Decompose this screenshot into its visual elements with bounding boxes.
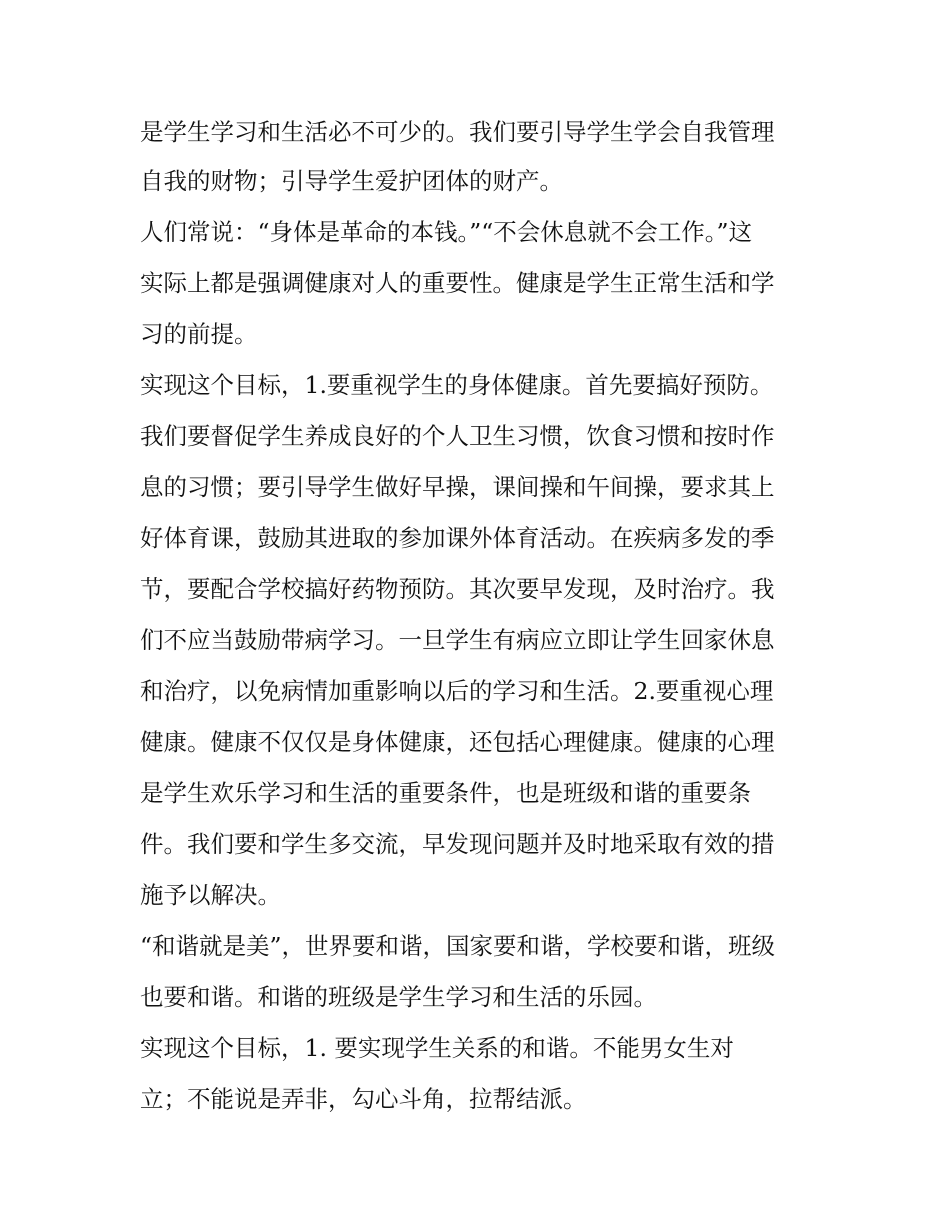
text-line: 实际上都是强调健康对人的重要性。健康是学生正常生活和学: [140, 269, 775, 297]
text-line: 也要和谐。和谐的班级是学生学习和生活的乐园。: [140, 983, 657, 1011]
text-line: “和谐就是美”，世界要和谐，国家要和谐，学校要和谐，班级: [140, 932, 776, 960]
text-line: 件。我们要和学生多交流，早发现问题并及时地采取有效的措: [140, 830, 775, 858]
text-line: 们不应当鼓励带病学习。一旦学生有病应立即让学生回家休息: [140, 626, 775, 654]
text-line: 自我的财物；引导学生爱护团体的财产。: [140, 167, 563, 195]
text-line: 健康。健康不仅仅是身体健康，还包括心理健康。健康的心理: [140, 728, 775, 756]
text-line: 是学生欢乐学习和生活的重要条件，也是班级和谐的重要条: [140, 779, 751, 807]
document-body: [140, 108, 820, 1125]
text-line: 是学生学习和生活必不可少的。我们要引导学生学会自我管理: [140, 118, 775, 146]
text-line: 实现这个目标，1.要重视学生的身体健康。首先要搞好预防。: [140, 371, 774, 399]
text-line: 人们常说：“身体是革命的本钱。”“不会休息就不会工作。”这: [140, 218, 753, 246]
text-line: 习的前提。: [140, 320, 258, 348]
text-line: 节，要配合学校搞好药物预防。其次要早发现，及时治疗。我: [140, 575, 775, 603]
text-line: 施予以解决。: [140, 881, 281, 909]
text-line: 立；不能说是弄非，勾心斗角，拉帮结派。: [140, 1085, 587, 1113]
text-line: 和治疗，以免病情加重影响以后的学习和生活。2.要重视心理: [140, 677, 774, 705]
text-line: 我们要督促学生养成良好的个人卫生习惯，饮食习惯和按时作: [140, 422, 775, 450]
text-line: 实现这个目标，1. 要实现学生关系的和谐。不能男女生对: [140, 1034, 734, 1062]
text-line: 息的习惯；要引导学生做好早操，课间操和午间操，要求其上: [140, 473, 775, 501]
text-line: 好体育课，鼓励其进取的参加课外体育活动。在疾病多发的季: [140, 524, 775, 552]
